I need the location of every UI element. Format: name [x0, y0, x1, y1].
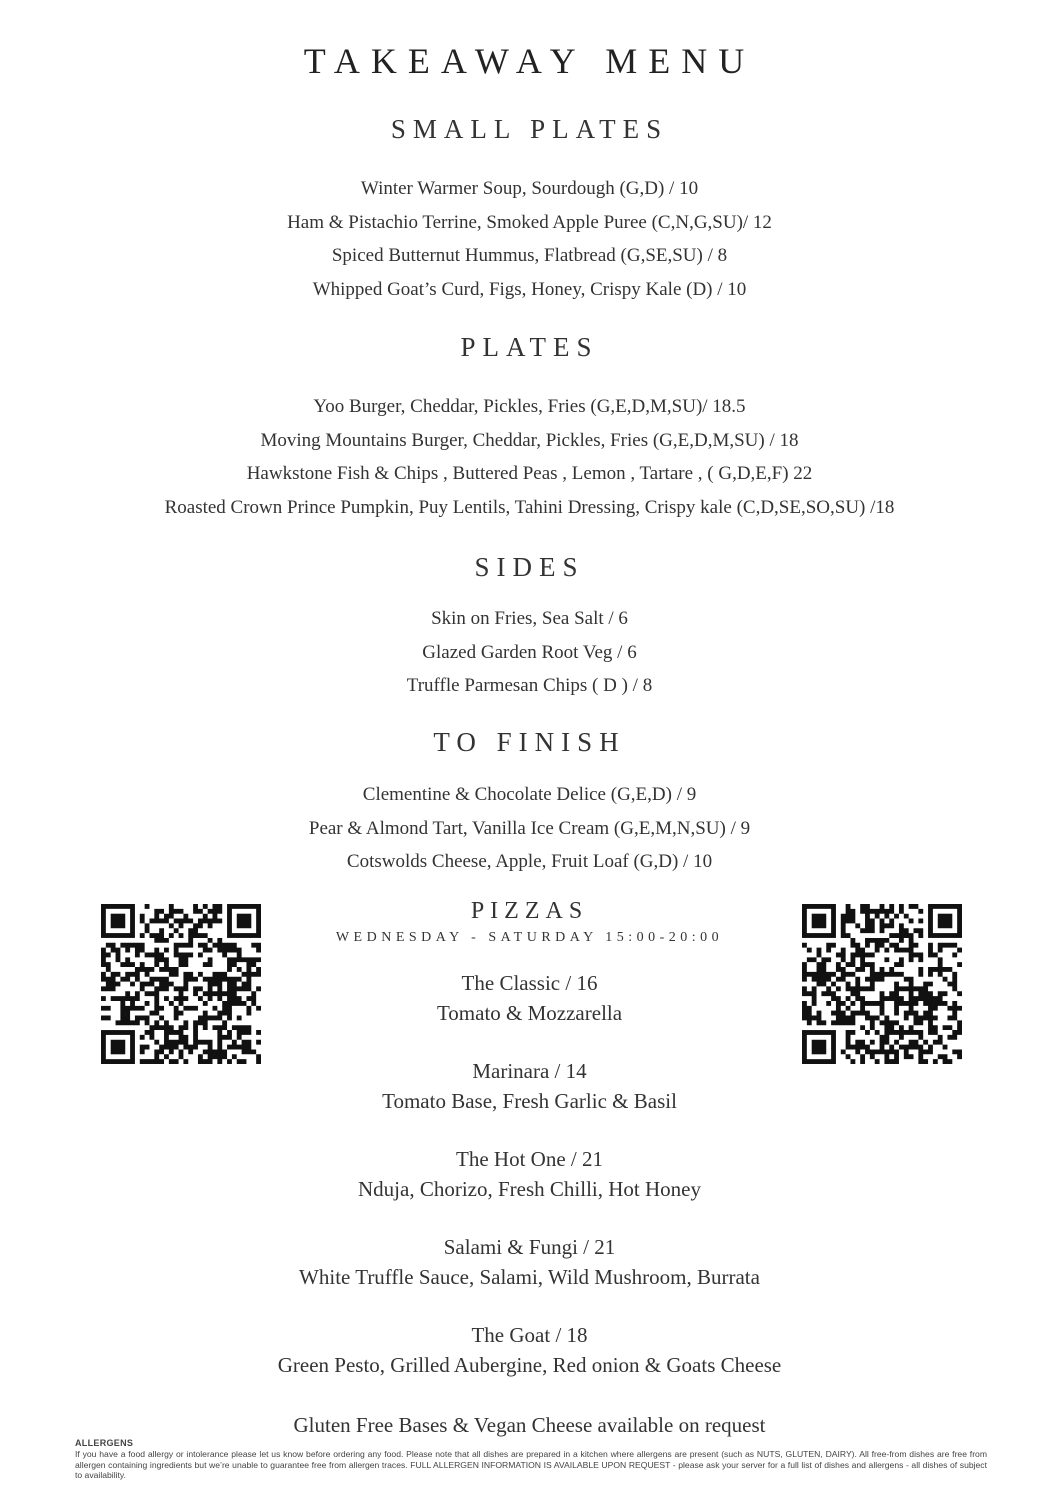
pizza-description: White Truffle Sauce, Salami, Wild Mushroom, Burrata — [299, 1265, 760, 1289]
menu-item: Skin on Fries, Sea Salt / 6 — [431, 608, 628, 629]
menu-title: TAKEAWAY MENU — [303, 41, 756, 81]
menu-item: Cotswolds Cheese, Apple, Fruit Loaf (G,D) / 10 — [346, 851, 713, 872]
pizza-description: Tomato Base, Fresh Garlic & Basil — [382, 1089, 677, 1113]
sides-list — [0, 602, 1059, 703]
allergens-text: If you have a food allergy or intolerance please let us know before ordering any food. Please note that all dishes are prepared in a kitchen where allergens are present (such as NUTS, GLUTEN, DAIRY). All free-from dishes are free from allergen containing ingredients but we’re unable to guarantee free from allergen traces. FULL ALLERGEN INFORMATION IS AVAILABLE UPON REQUEST - please ask your server for a full list of dishes and allergens - all dishes of subject to availability. — [75, 1449, 987, 1480]
pizza-list — [0, 968, 1059, 1408]
pizza-name: The Goat / 18 — [471, 1323, 588, 1347]
allergens-heading: ALLERGENS — [75, 1438, 134, 1448]
section-heading-sides: SIDES — [474, 552, 585, 582]
menu-item: Whipped Goat’s Curd, Figs, Honey, Crispy Kale (D) / 10 — [312, 278, 747, 300]
pizza-description: Tomato & Mozzarella — [436, 1001, 623, 1025]
menu-item: Glazed Garden Root Veg / 6 — [422, 641, 637, 663]
menu-item: Winter Warmer Soup, Sourdough (G,D) / 10 — [360, 178, 699, 199]
menu-item: Roasted Crown Prince Pumpkin, Puy Lentils, Tahini Dressing, Crispy kale (C,D,SE,SO,SU) /18 — [164, 496, 895, 518]
to-finish-list — [0, 778, 1059, 879]
pizza-item — [0, 1144, 1059, 1232]
menu-item: Pear & Almond Tart, Vanilla Ice Cream (G,E,M,N,SU) / 9 — [308, 817, 751, 839]
pizza-item — [0, 1232, 1059, 1320]
menu-item: Yoo Burger, Cheddar, Pickles, Fries (G,E,D,M,SU)/ 18.5 — [313, 396, 746, 417]
pizza-name: The Hot One / 21 — [456, 1147, 603, 1171]
pizza-item — [0, 968, 1059, 1056]
section-heading-to-finish: TO FINISH — [433, 727, 626, 757]
pizza-description: Nduja, Chorizo, Fresh Chilli, Hot Honey — [358, 1177, 701, 1201]
pizza-name: Salami & Fungi / 21 — [443, 1235, 616, 1259]
section-heading-pizzas: PIZZAS — [470, 898, 589, 924]
section-heading-small-plates: SMALL PLATES — [390, 114, 669, 144]
pizza-note: Gluten Free Bases & Vegan Cheese available on request — [293, 1413, 766, 1437]
menu-item: Spiced Butternut Hummus, Flatbread (G,SE,SU) / 8 — [331, 245, 728, 266]
menu-item: Truffle Parmesan Chips ( D ) / 8 — [406, 675, 653, 696]
pizza-item — [0, 1056, 1059, 1144]
menu-item: Moving Mountains Burger, Cheddar, Pickles, Fries (G,E,D,M,SU) / 18 — [260, 429, 799, 451]
pizza-description: Green Pesto, Grilled Aubergine, Red onion & Goats Cheese — [277, 1353, 782, 1377]
menu-item: Clementine & Chocolate Delice (G,E,D) / 9 — [362, 784, 697, 805]
small-plates-list — [0, 172, 1059, 306]
menu-item: Hawkstone Fish & Chips , Buttered Peas , Lemon , Tartare , ( G,D,E,F) 22 — [246, 463, 813, 484]
plates-list — [0, 390, 1059, 524]
pizza-item — [0, 1320, 1059, 1408]
pizza-hours: WEDNESDAY - SATURDAY 15:00-20:00 — [335, 930, 724, 945]
menu-item: Ham & Pistachio Terrine, Smoked Apple Puree (C,N,G,SU)/ 12 — [287, 211, 772, 233]
allergens-block — [75, 1438, 987, 1481]
pizza-name: The Classic / 16 — [461, 971, 598, 995]
section-heading-plates: PLATES — [460, 332, 599, 362]
pizza-name: Marinara / 14 — [472, 1059, 587, 1083]
